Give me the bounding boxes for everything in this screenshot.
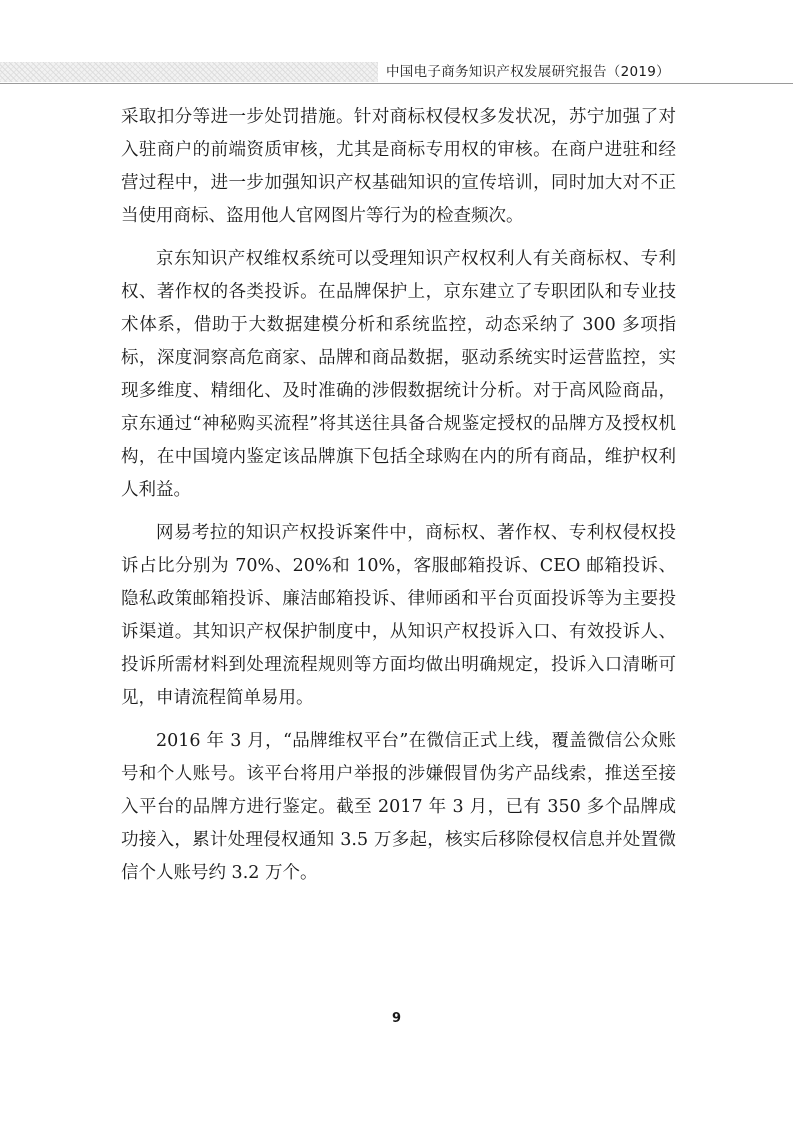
header-decorative-band bbox=[0, 62, 378, 82]
header-divider bbox=[0, 83, 793, 84]
paragraph-continued: 采取扣分等进一步处罚措施。针对商标权侵权多发状况，苏宁加强了对入驻商户的前端资质审核，尤其是商标专用权的审核。在商户进驻和经营过程中，进一步加强知识产权基础知识的宣传培训，同时加大对不正当使用商标、盗用他人官网图片等行为的检查频次。 bbox=[121, 107, 676, 226]
paragraph-jd: 京东知识产权维权系统可以受理知识产权权利人有关商标权、专利权、著作权的各类投诉。在品牌保护上，京东建立了专职团队和专业技术体系，借助于大数据建模分析和系统监控，动态采纳了 300 多项指标，深度洞察高危商家、品牌和商品数据，驱动系统实时运营监控，实现多维度、精细化、及时准确的涉假数据统计分析。对于高风险商品，京东通过“神秘购买流程”将其送往具备合规鉴定授权的品牌方及授权机构，在中国境内鉴定该品牌旗下包括全球购在内的所有商品，维护权利人利益。 bbox=[121, 249, 676, 500]
page-number: 9 bbox=[391, 1011, 402, 1026]
paragraph-wechat: 2016 年 3 月，“品牌维权平台”在微信正式上线，覆盖微信公众账号和个人账号。该平台将用户举报的涉嫌假冒伪劣产品线索，推送至接入平台的品牌方进行鉴定。截至 2017 年 3 月，已有 350 多个品牌成功接入，累计处理侵权通知 3.5 万多起，核实后移除侵权信息并处置微信个人账号约 3.2 万个。 bbox=[121, 731, 676, 883]
running-header-title: 中国电子商务知识产权发展研究报告（2019） bbox=[386, 64, 670, 80]
body-text bbox=[121, 101, 676, 900]
paragraph-kaola: 网易考拉的知识产权投诉案件中，商标权、著作权、专利权侵权投诉占比分别为 70%、20%和 10%，客服邮箱投诉、CEO 邮箱投诉、隐私政策邮箱投诉、廉洁邮箱投诉、律师函和平台页面投诉等为主要投诉渠道。其知识产权保护制度中，从知识产权投诉入口、有效投诉人、投诉所需材料到处理流程规则等方面均做出明确规定，投诉入口清晰可见，申请流程简单易用。 bbox=[121, 523, 676, 708]
